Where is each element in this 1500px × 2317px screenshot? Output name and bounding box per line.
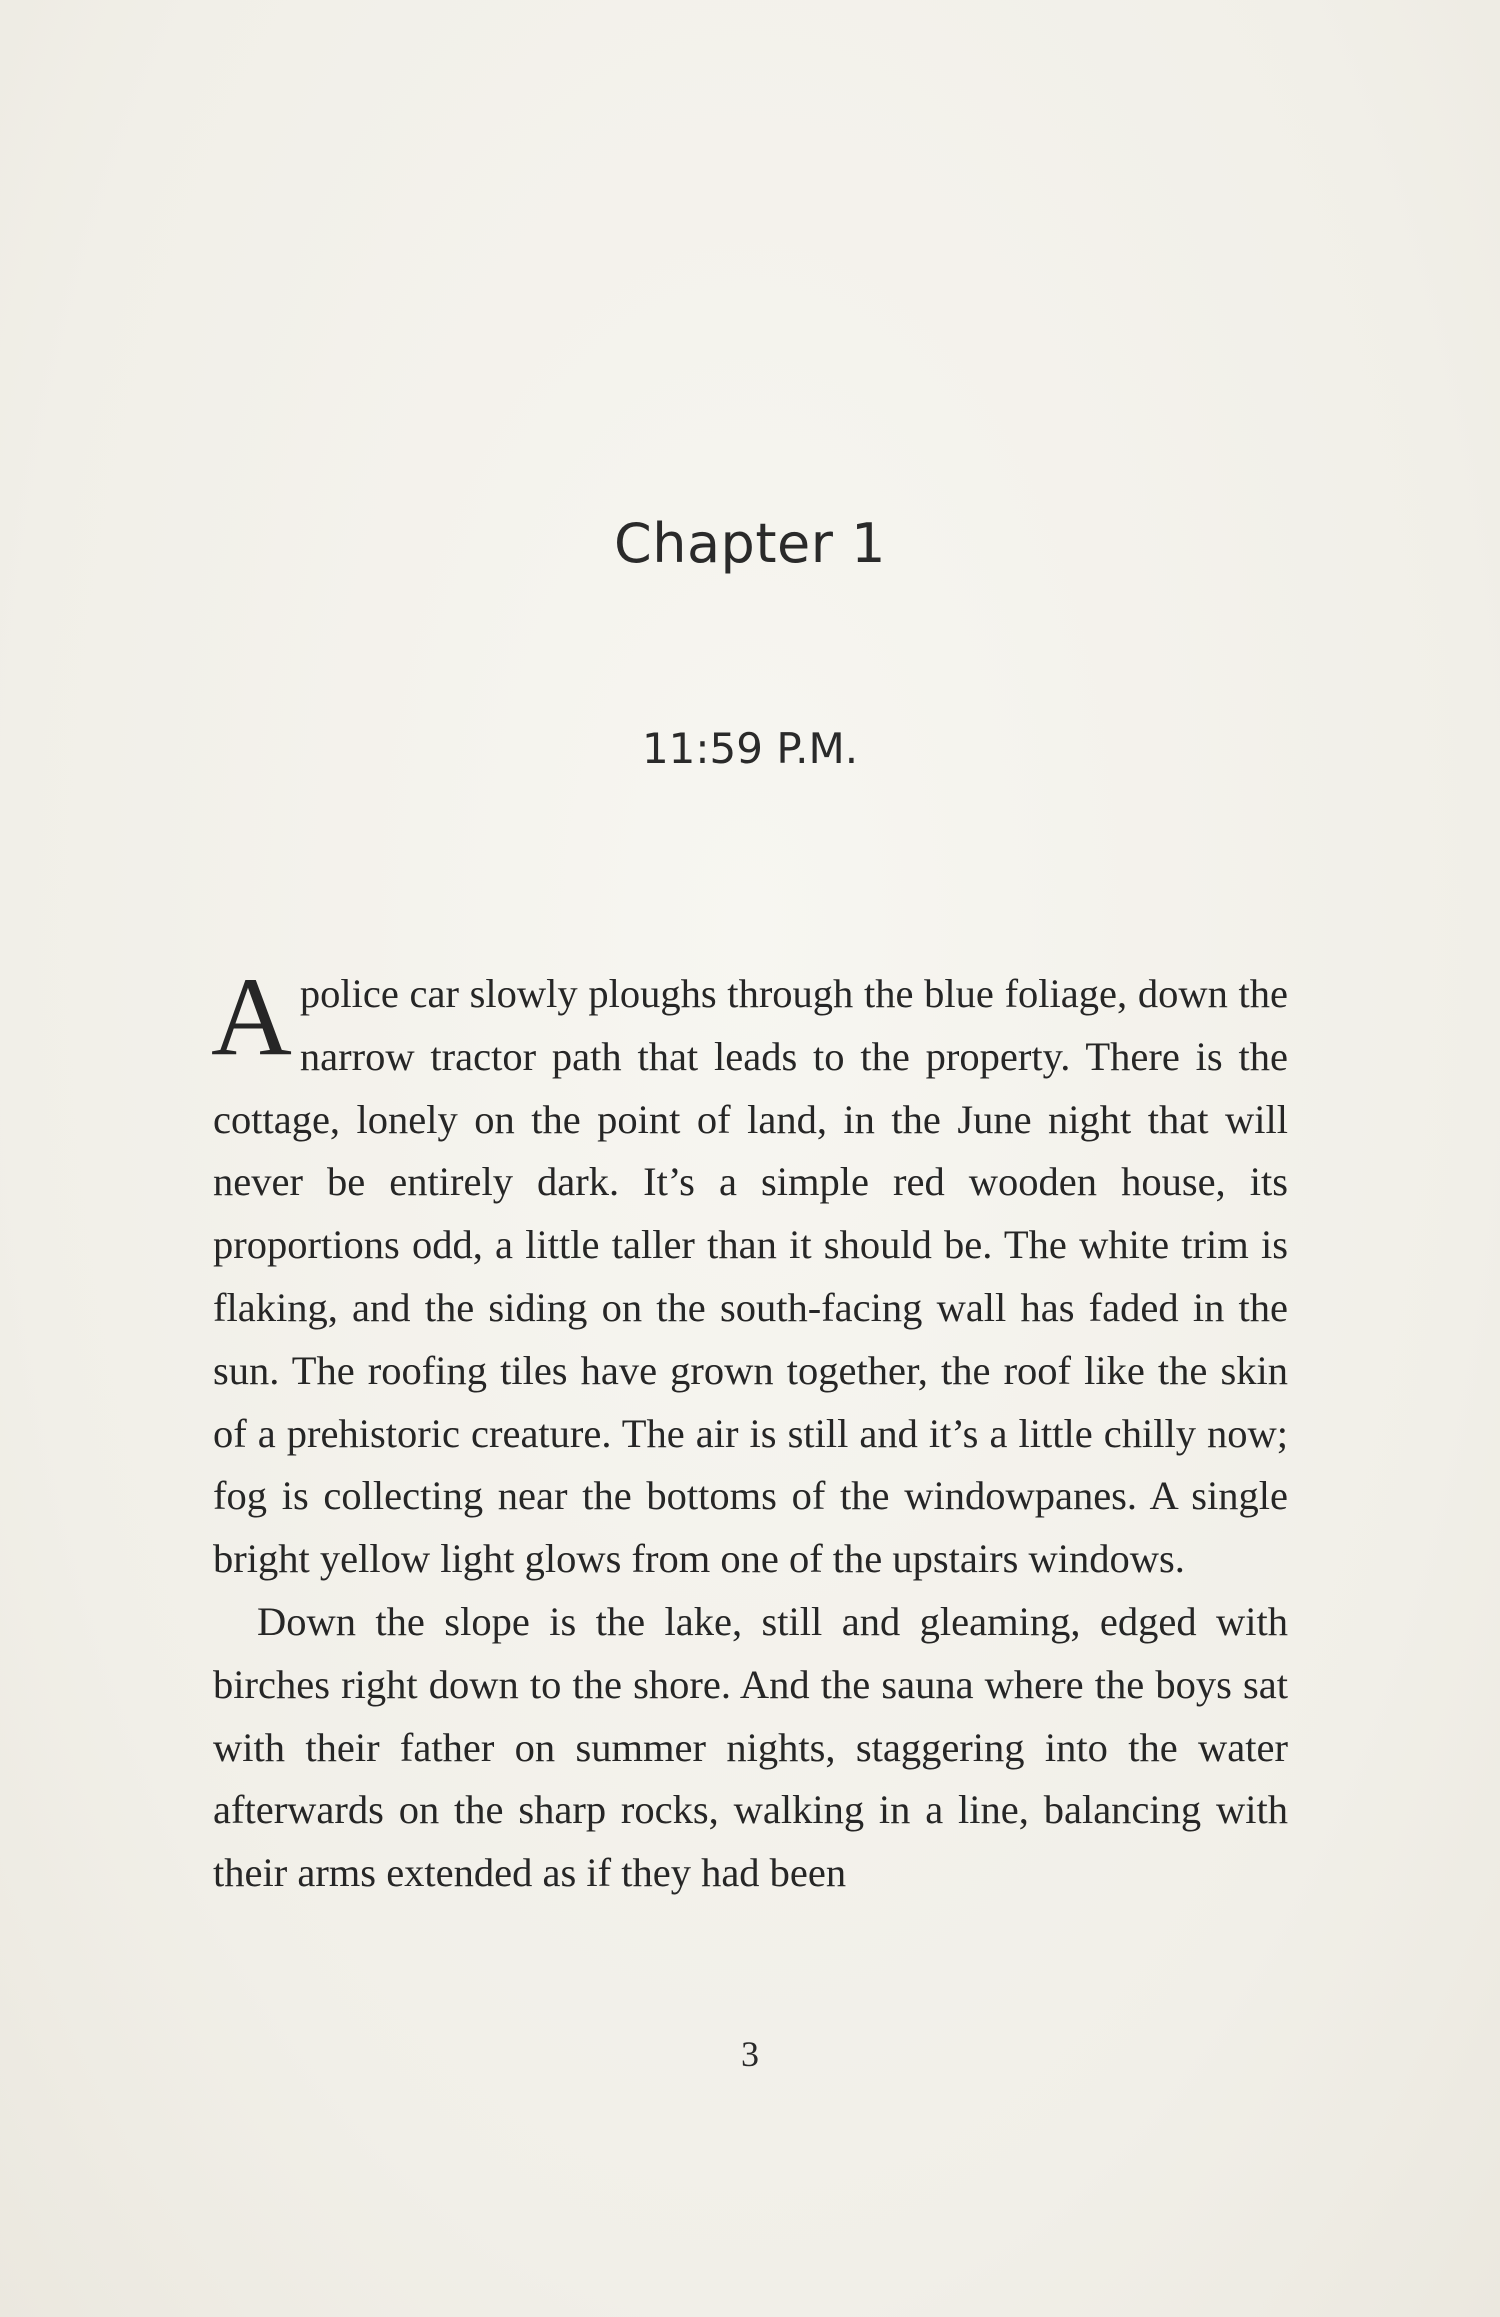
chapter-title: Chapter 1 — [614, 512, 886, 575]
paragraph-2: Down the slope is the lake, still and gleaming, edged with birches right down to the shore. And the sauna where the boys sat with their father on summer nights, staggering into the water afterwards on the sharp rocks, walking in a line, balancing with their arms extended as if they had been — [213, 1598, 1288, 1896]
chapter-time-heading: 11:59 P.M. — [641, 724, 859, 773]
paragraph-1-text: police car slowly ploughs through the blue foliage, down the narrow tractor path that leads to the property. There is the cottage, lonely on the point of land, in the June night that will never be entirely dark. It’s a simple red wooden house, its proportions odd, a little taller than it should be. The white trim is flaking, and the siding on the south-facing wall has faded in the sun. The roofing tiles have grown together, the roof like the skin of a prehistoric creature. The air is still and it’s a little chilly now; fog is collecting near the bottoms of the windowpanes. A single bright yellow light glows from one of the upstairs windows. — [213, 971, 1288, 1582]
drop-cap: A — [211, 955, 292, 1079]
body-text — [211, 955, 1288, 1905]
paragraph-1 — [211, 955, 1288, 1591]
page-number: 3 — [741, 2034, 759, 2074]
